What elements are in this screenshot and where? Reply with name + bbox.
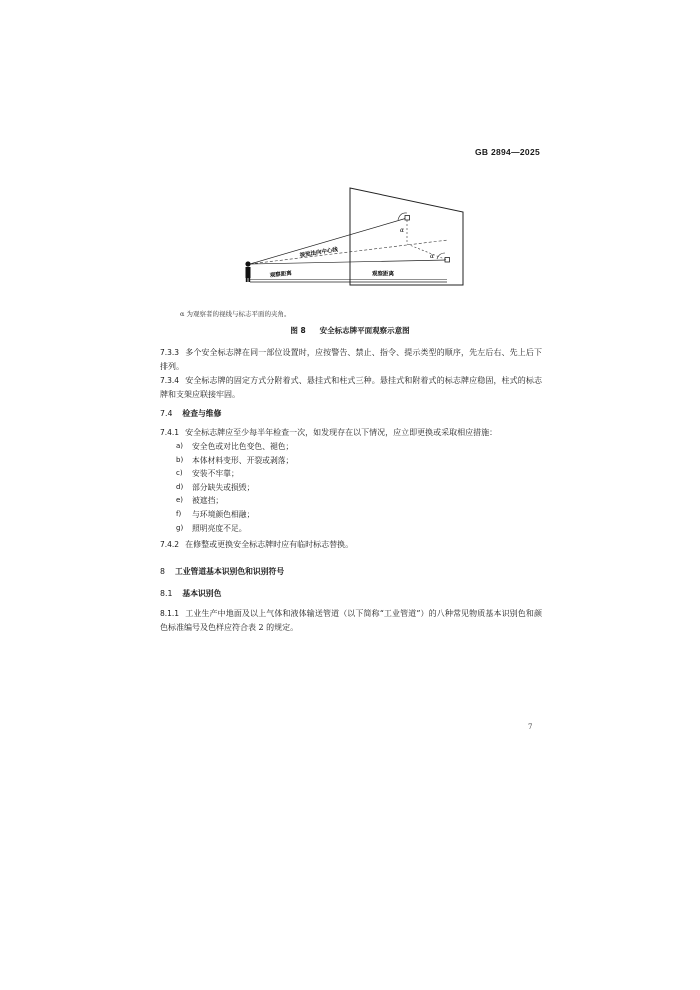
clause-number: 7.3.4 (160, 376, 180, 385)
section-heading-7-4 (160, 408, 221, 419)
list-marker: c) (176, 469, 183, 478)
list-marker: e) (176, 496, 184, 505)
paragraph-8-1-1 (160, 607, 542, 634)
observation-diagram-svg (160, 180, 540, 305)
figure-caption-number: 图 8 (290, 326, 306, 335)
sightline-right (250, 260, 447, 264)
clause-number: 7.3.3 (160, 348, 180, 357)
section-number: 8 (160, 567, 165, 576)
section-title: 工业管道基本识别色和识别符号 (174, 567, 285, 576)
section-heading-8-1 (160, 588, 221, 599)
section-number: 8.1 (160, 589, 173, 598)
distance-label-left: 观察距离 (269, 270, 293, 279)
paragraph-7-4-1 (160, 426, 542, 440)
observer-icon (245, 261, 250, 282)
paragraph-7-3-3 (160, 346, 542, 373)
alpha-label-top: α (400, 227, 405, 234)
clause-text: 在修整或更换安全标志牌时应有临时标志替换。 (185, 540, 354, 549)
list-marker: g) (176, 523, 184, 532)
sign-plane (350, 188, 463, 285)
figure-caption-title: 安全标志牌平面观察示意图 (319, 326, 410, 335)
section-number: 7.4 (160, 409, 173, 418)
clause-text: 安全标志牌的固定方式分附着式、悬挂式和柱式三种。悬挂式和附着式的标志牌应稳固，柱式的标志牌和支架应联接牢固。 (160, 376, 542, 399)
list-marker: f) (176, 509, 182, 518)
list-text: 安装不牢靠； (192, 469, 239, 479)
list-marker: d) (176, 482, 184, 491)
list-item (176, 454, 536, 468)
page-number: 7 (528, 723, 533, 731)
inspection-list (176, 440, 536, 535)
paragraph-7-3-4 (160, 374, 542, 401)
list-item (176, 522, 536, 536)
clause-text: 多个安全标志牌在同一部位设置时，应按警告、禁止、指令、提示类型的顺序，先左后右、先上后下排列。 (160, 348, 542, 371)
clause-number: 7.4.2 (160, 540, 180, 549)
sightline-top (250, 218, 407, 264)
standard-code: GB 2894—2025 (474, 147, 540, 157)
clause-text: 工业生产中地面及以上气体和液体输送管道（以下简称“工业管道”）的八种常见物质基本识别色和颜色标准编号及色样应符合表 2 的规定。 (160, 609, 542, 632)
list-item (176, 481, 536, 495)
center-line-label: 视觉法向中心线 (299, 247, 339, 259)
target-point-top (405, 216, 410, 221)
clause-number: 7.4.1 (160, 428, 180, 437)
clause-number: 8.1.1 (160, 609, 180, 618)
list-item (176, 508, 536, 522)
section-title: 基本识别色 (182, 589, 222, 598)
list-item (176, 494, 536, 508)
distance-label-right: 观察距离 (372, 271, 395, 278)
angle-arc-right (437, 253, 445, 259)
list-item (176, 467, 536, 481)
section-title: 检查与维修 (182, 409, 222, 418)
list-marker: b) (176, 455, 184, 464)
observation-diagram (160, 180, 540, 305)
alpha-label-right: α (430, 253, 435, 260)
list-text: 与环境颜色相融； (192, 509, 255, 519)
figure-caption (0, 325, 700, 336)
list-item (176, 440, 536, 454)
list-text: 被遮挡； (192, 496, 224, 506)
list-text: 本体材料变形、开裂或剥落； (192, 455, 294, 465)
plane-line (407, 244, 447, 260)
list-text: 照明亮度不足。 (192, 523, 247, 533)
paragraph-7-4-2 (160, 538, 542, 552)
list-marker: a) (176, 442, 184, 450)
section-heading-8 (160, 566, 284, 577)
list-text: 安全色或对比色变色、褪色； (192, 442, 294, 451)
list-text: 部分缺失或损毁； (192, 482, 255, 492)
clause-text: 安全标志牌应至少每半年检查一次，如发现存在以下情况，应立即更换或采取相应措施： (185, 428, 498, 437)
figure-note: α 为观察者的视线与标志平面的夹角。 (180, 310, 291, 318)
